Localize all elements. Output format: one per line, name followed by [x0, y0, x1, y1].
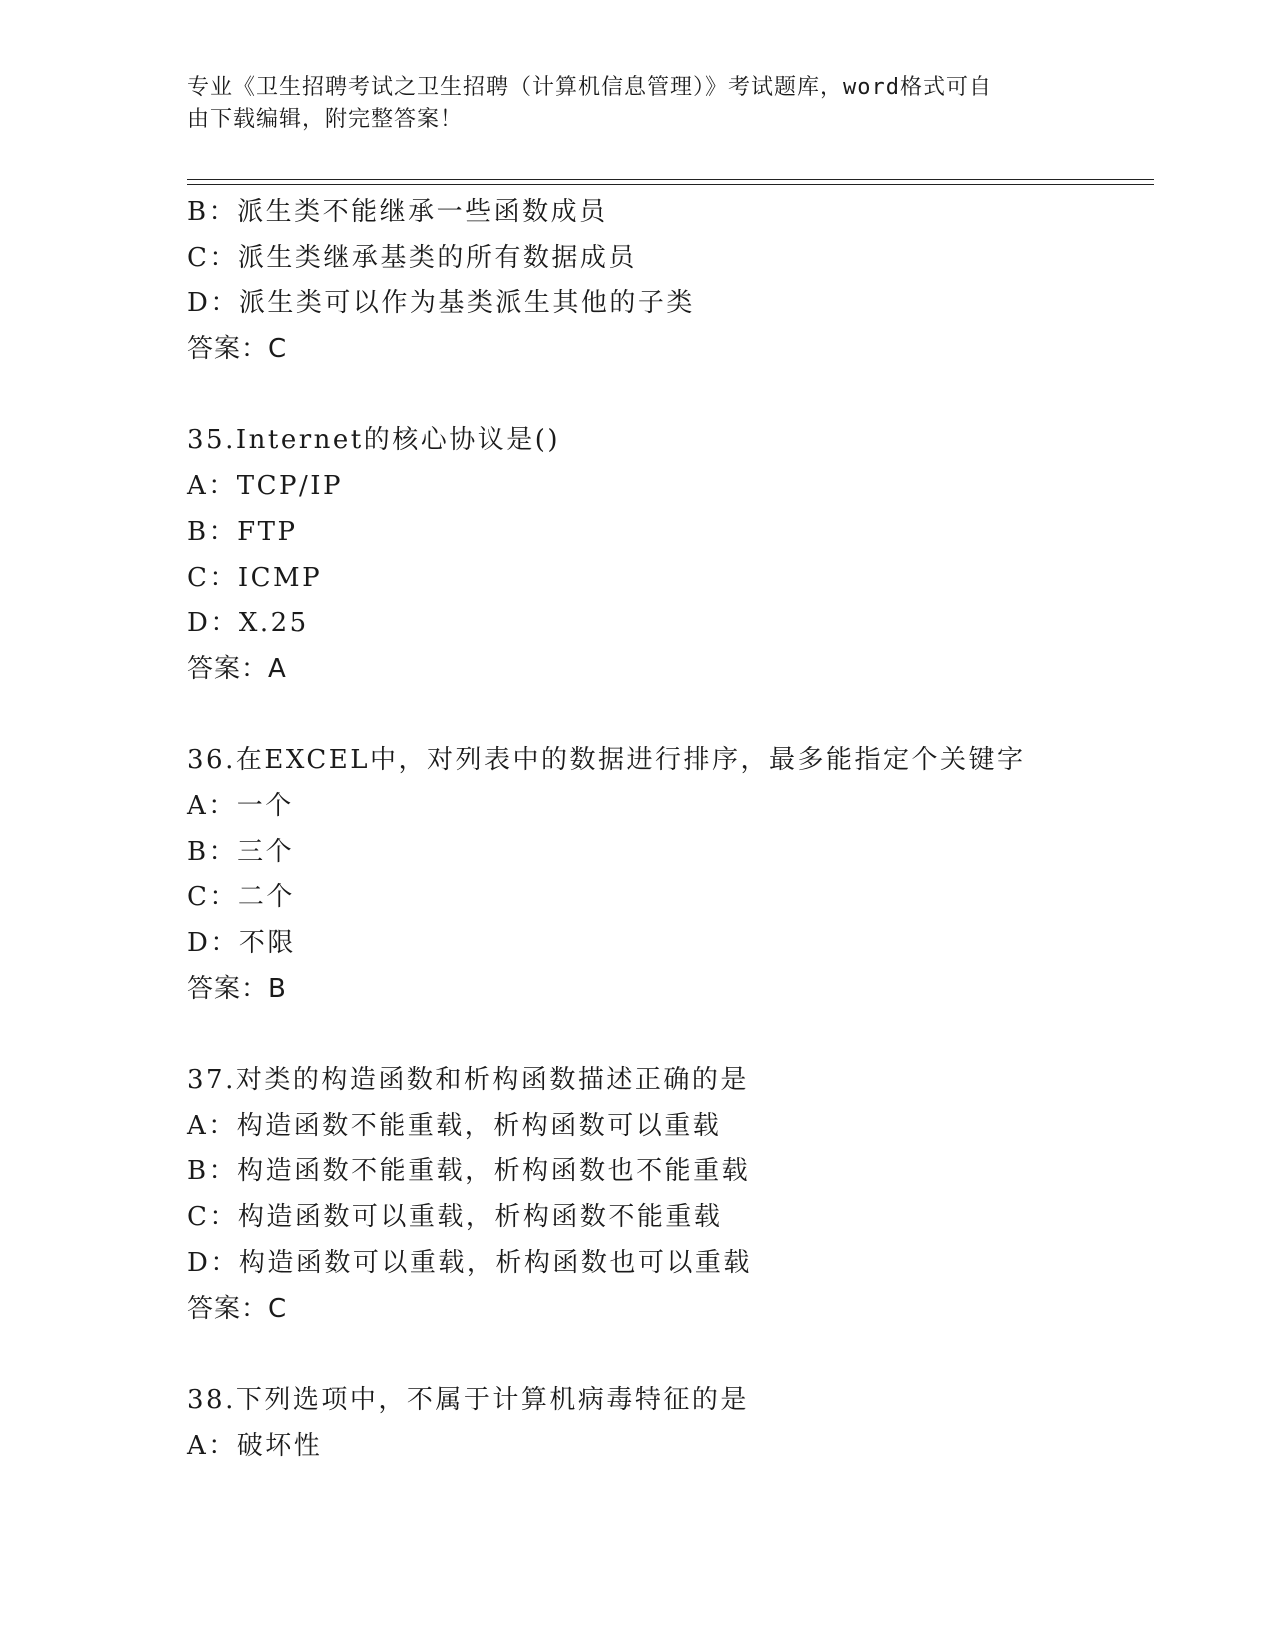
spacer: [187, 1012, 1147, 1058]
header-line-2: 由下载编辑，附完整答案！: [187, 107, 464, 132]
answer-line: 答案：B: [187, 973, 287, 1004]
question-block-38: [187, 1378, 1147, 1469]
question-title: 36.在EXCEL中，对列表中的数据进行排序，最多能指定个关键字: [187, 745, 1026, 776]
question-title: 37.对类的构造函数和析构函数描述正确的是: [187, 1065, 749, 1096]
question-block-34: [187, 190, 1147, 373]
header-divider-top: [187, 179, 1154, 180]
option-b: B：派生类不能继承一些函数成员: [187, 197, 608, 227]
option-c: C：构造函数可以重载，析构函数不能重载: [187, 1202, 723, 1233]
header-divider-bottom: [187, 184, 1154, 185]
question-block-37: [187, 1058, 1147, 1332]
question-block-35: [187, 418, 1147, 692]
header-line-1: 专业《卫生招聘考试之卫生招聘（计算机信息管理）》考试题库，word格式可自: [187, 75, 992, 100]
option-c: C：派生类继承基类的所有数据成员: [187, 242, 637, 273]
option-d: D：X.25: [187, 608, 309, 639]
document-header: [187, 72, 1087, 136]
option-a: A：构造函数不能重载，析构函数可以重载: [187, 1110, 722, 1141]
option-a: A：一个: [187, 790, 294, 821]
spacer: [187, 1332, 1147, 1378]
option-b: B：FTP: [187, 516, 298, 547]
option-b: B：构造函数不能重载，析构函数也不能重载: [187, 1156, 751, 1187]
question-block-36: [187, 738, 1147, 1012]
answer-line: 答案：C: [187, 334, 288, 365]
answer-line: 答案：C: [187, 1293, 288, 1324]
question-list: [187, 190, 1147, 1469]
question-title: 35.Internet的核心协议是(): [187, 425, 560, 456]
option-c: C：二个: [187, 882, 295, 913]
option-a: A：破坏性: [187, 1430, 323, 1461]
option-c: C：ICMP: [187, 562, 323, 593]
answer-line: 答案：A: [187, 653, 287, 684]
option-d: D：不限: [187, 928, 296, 958]
option-b: B：三个: [187, 836, 295, 867]
option-d: D：构造函数可以重载，析构函数也可以重载: [187, 1247, 752, 1278]
spacer: [187, 693, 1147, 739]
option-a: A：TCP/IP: [187, 471, 344, 502]
question-title: 38.下列选项中，不属于计算机病毒特征的是: [187, 1384, 749, 1415]
spacer: [187, 373, 1147, 419]
option-d: D：派生类可以作为基类派生其他的子类: [187, 288, 695, 319]
